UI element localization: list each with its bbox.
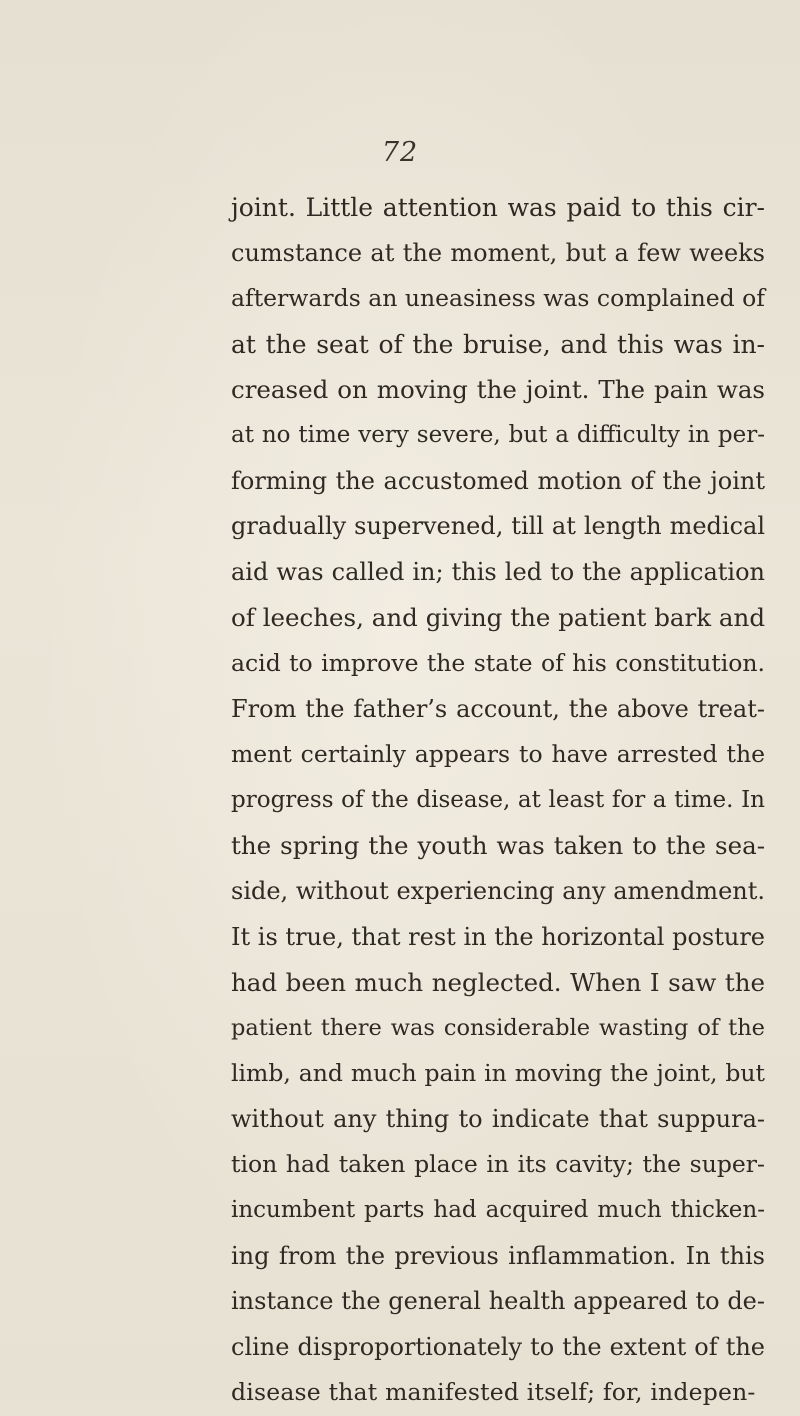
- text-line: limb, and much pain in moving the joint, but: [231, 1059, 765, 1088]
- text-line: From the father’s account, the above treat-: [231, 694, 765, 723]
- text-line: tion had taken place in its cavity; the super-: [231, 1150, 765, 1179]
- text-line: at the seat of the bruise, and this was in-: [231, 329, 765, 359]
- text-line: acid to improve the state of his constitution.: [231, 648, 765, 677]
- text-line: at no time very severe, but a difficulty in per-: [231, 421, 765, 448]
- text-line: progress of the disease, at least for a time. In: [231, 786, 765, 813]
- text-line: gradually supervened, till at length medical: [231, 512, 765, 541]
- text-line: forming the accustomed motion of the joint: [231, 466, 765, 495]
- text-line: It is true, that rest in the horizontal posture: [231, 922, 765, 951]
- text-line: joint. Little attention was paid to this cir-: [231, 193, 765, 222]
- text-line: disease that manifested itself; for, indepen-: [231, 1378, 756, 1407]
- text-line: cumstance at the moment, but a few weeks: [231, 238, 765, 267]
- text-line: ment certainly appears to have arrested the: [231, 740, 765, 769]
- text-line: incumbent parts had acquired much thicken-: [231, 1197, 765, 1224]
- text-line: without any thing to indicate that suppura-: [231, 1104, 765, 1133]
- text-line: creased on moving the joint. The pain was: [231, 375, 765, 405]
- text-line: ing from the previous inflammation. In this: [231, 1241, 765, 1270]
- text-line: side, without experiencing any amendment.: [231, 876, 765, 905]
- page-number: 72: [381, 137, 419, 168]
- text-line: of leeches, and giving the patient bark and: [231, 603, 765, 633]
- text-line: patient there was considerable wasting of the: [231, 1014, 765, 1041]
- text-line: afterwards an uneasiness was complained of: [231, 284, 765, 313]
- body-text: [231, 185, 765, 1416]
- text-line: the spring the youth was taken to the sea-: [231, 831, 765, 861]
- text-line: aid was called in; this led to the application: [231, 557, 765, 586]
- text-line: had been much neglected. When I saw the: [231, 968, 765, 998]
- text-line: instance the general health appeared to de-: [231, 1287, 765, 1316]
- text-line: cline disproportionately to the extent of the: [231, 1332, 765, 1361]
